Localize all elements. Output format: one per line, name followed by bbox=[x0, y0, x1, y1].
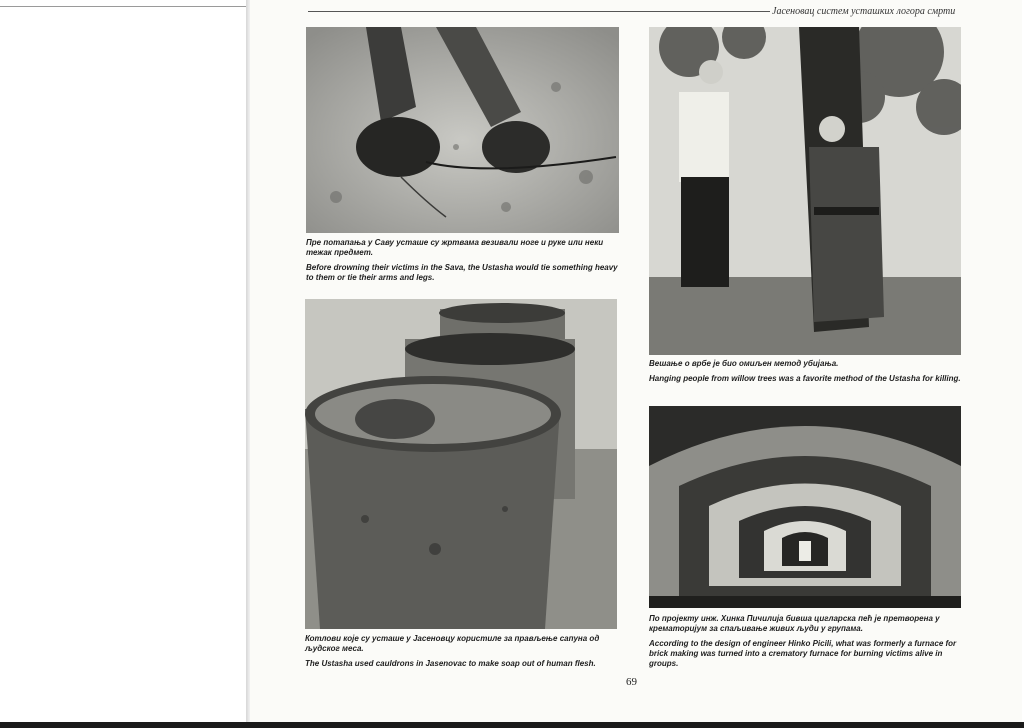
caption-hanging-tree-serbian: Вешање о врбе је био омиљен метод убијања. bbox=[649, 359, 839, 368]
caption-bound-legs bbox=[306, 238, 620, 288]
photo-furnace-tunnel bbox=[649, 406, 961, 608]
left-page-rule bbox=[0, 6, 248, 7]
page-number: 69 bbox=[626, 676, 637, 688]
photo-bound-legs bbox=[306, 27, 619, 233]
photo-hanging-tree bbox=[649, 27, 961, 355]
caption-furnace-tunnel-serbian: По пројекту инж. Хинка Пичилија бивша цигларска пећ је претворена у крематоријум за спаљивање живих људи у групама. bbox=[649, 614, 940, 633]
caption-furnace-tunnel bbox=[649, 614, 961, 674]
bottom-edge-bar bbox=[0, 722, 1024, 728]
caption-cauldrons-serbian: Котлови које су усташе у Јасеновцу користиле за прављење сапуна од људског меса. bbox=[305, 634, 600, 653]
photo-cauldrons bbox=[305, 299, 617, 629]
left-blank-page bbox=[0, 0, 248, 728]
caption-furnace-tunnel-english: According to the design of engineer Hinko Picili, what was formerly a furnace for brick making was turned into a crematory furnace for burning victims alive in groups. bbox=[649, 639, 957, 668]
header-rule bbox=[308, 11, 770, 12]
book-page bbox=[250, 0, 1022, 722]
caption-bound-legs-english: Before drowning their victims in the Sava, the Ustasha would tie something heavy to them or tie their arms and legs. bbox=[306, 263, 618, 282]
caption-hanging-tree bbox=[649, 359, 961, 389]
running-head: Јасеновац систем усташких логора смрти bbox=[772, 6, 956, 17]
caption-bound-legs-serbian: Пре потапања у Саву усташе су жртвама везивали ноге и руке или неки тежак предмет. bbox=[306, 238, 604, 257]
caption-cauldrons bbox=[305, 634, 621, 674]
caption-cauldrons-english: The Ustasha used cauldrons in Jasenovac to make soap out of human flesh. bbox=[305, 659, 596, 668]
caption-hanging-tree-english: Hanging people from willow trees was a favorite method of the Ustasha for killing. bbox=[649, 374, 961, 383]
